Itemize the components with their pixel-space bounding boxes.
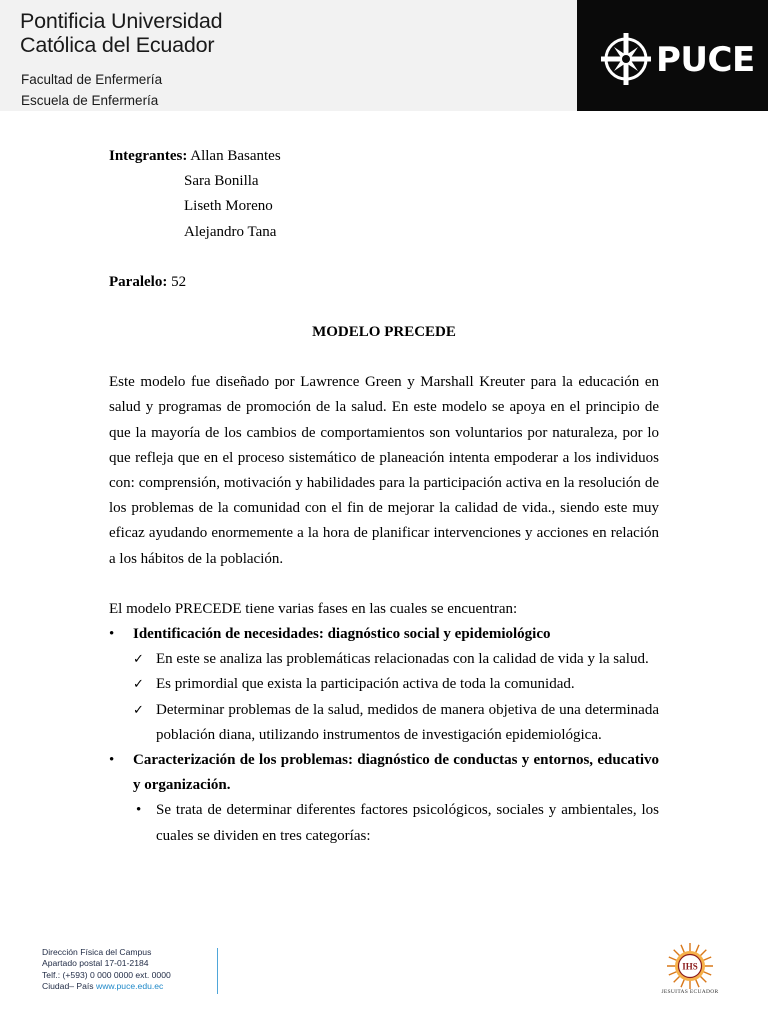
phase-heading: • Caracterización de los problemas: diagnóstico de conductas y entornos, educativo y organización. [109,748,659,798]
members-label: Integrantes: [109,148,188,164]
seal-caption: JESUITAS ECUADOR [661,989,719,995]
list-item: ✓ En este se analiza las problemáticas relacionadas con la calidad de vida y la salud. [109,647,659,672]
member-name: Alejandro Tana [184,223,277,240]
footer-line: Ciudad– País www.puce.edu.ec [42,980,164,991]
phases-intro: El modelo PRECEDE tiene varias fases en las cuales se encuentran: [109,600,518,617]
checkmark-icon: ✓ [133,677,144,693]
intro-paragraph: Este modelo fue diseñado por Lawrence Green y Marshall Kreuter para la educación en salud y programas de promoción de la salud. En este modelo se apoya en el principio de que la mayoría de los cambios de comportamientos son voluntarios por naturaleza, por lo que refleja que en el proceso sistemático de planeación intenta empoderar a los individuos con: comprensión, motivación y habilidades para la participación activa en la resolución de los problemas de la comunidad con el fin de mejorar la calidad de vida., siendo este muy eficaz ayudando enormemente a la hora de planificar intervenciones y acciones en relación a los hábitos de la población. [109,374,659,567]
jesuit-seal-icon [666,942,714,990]
list-item: • Se trata de determinar diferentes factores psicológicos, sociales y ambientales, los cuales se dividen en tres categorías: [109,798,659,848]
bullet-icon: • [136,802,142,819]
puce-logo-icon [601,33,651,85]
bullet-icon: • [109,752,115,769]
faculty-name: Facultad de Enfermería [21,72,163,87]
university-name-line2: Católica del Ecuador [20,33,215,57]
university-name-line1: Pontificia Universidad [20,9,223,33]
phase-heading: • Identificación de necesidades: diagnóstico social y epidemiológico [109,622,659,647]
document-title: MODELO PRECEDE [312,324,456,341]
footer-line: Dirección Física del Campus [42,947,152,957]
header-title-band [0,0,577,111]
member-name: Allan Basantes [190,148,281,164]
bullet-icon: • [109,626,115,643]
puce-logo-text: PUCE [656,40,755,80]
parallel-label: Paralelo: [109,273,168,290]
checkmark-icon: ✓ [133,652,144,668]
footer-divider [217,948,218,994]
parallel-value: 52 [171,273,187,290]
parallel-line [109,270,659,295]
member-name: Sara Bonilla [184,173,259,190]
list-item: ✓ Es primordial que exista la participación activa de toda la comunidad. [109,672,659,697]
school-name: Escuela de Enfermería [21,93,159,108]
seal-monogram: IHS [682,961,698,972]
website-link[interactable]: www.puce.edu.ec [96,980,164,991]
list-item: ✓ Determinar problemas de la salud, medidos de manera objetiva de una determinada población diana, utilizando instrumentos de investigación epidemiológica. [109,698,659,748]
university-name [20,9,222,57]
checkmark-icon: ✓ [133,702,144,718]
member-name: Liseth Moreno [184,198,273,215]
faculty-block [21,69,162,111]
document-body [109,144,659,849]
page-header [0,0,768,111]
footer-line: Apartado postal 17-01-2184 [42,958,149,969]
footer-line: Telf.: (+593) 0 000 0000 ext. 0000 [42,969,171,980]
footer-address [42,947,171,992]
members-first-line [109,144,659,169]
